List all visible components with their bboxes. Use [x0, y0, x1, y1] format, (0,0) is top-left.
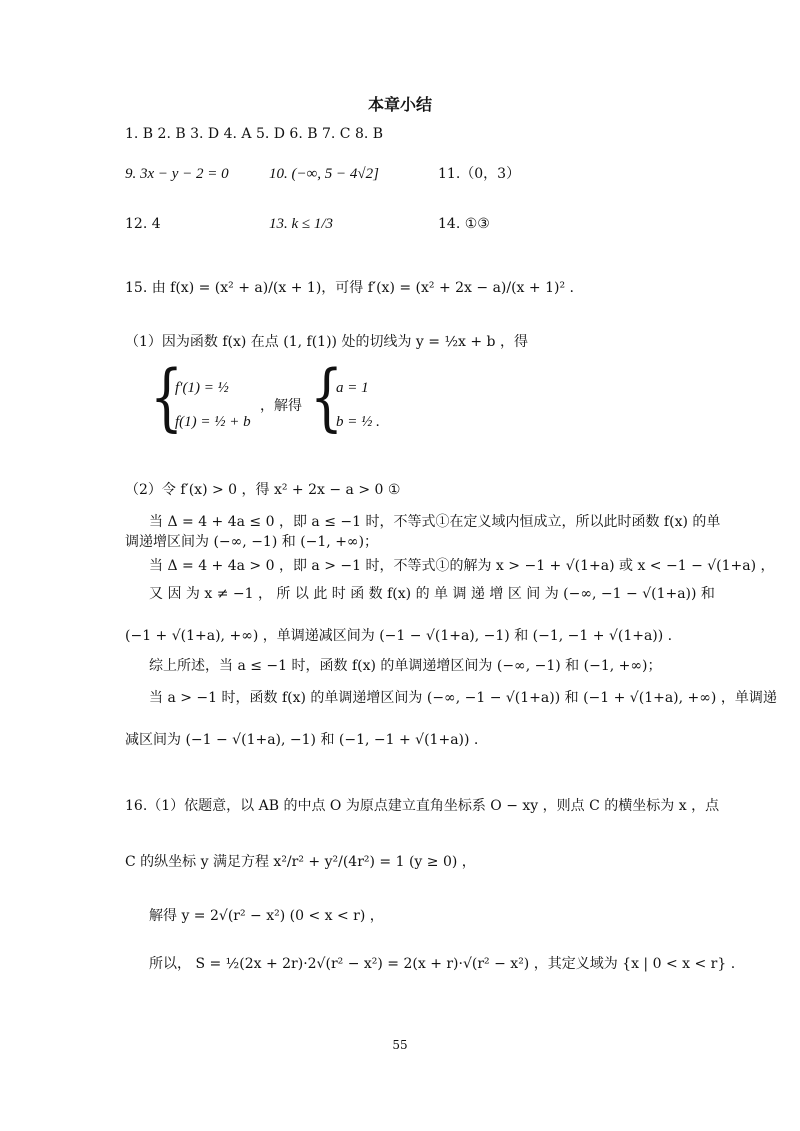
answer-14: 14. ①③ — [438, 216, 490, 232]
system-eq-1: f′(1) = ½ — [175, 380, 229, 396]
summary-line-3: 减区间为 (−1 − √(1+a), −1) 和 (−1, −1 + √(1+a)) . — [125, 732, 479, 748]
problem-16-line-4: 所以， S = ½(2x + 2r)·2√(r² − x²) = 2(x + r)·√(r² − x²) ，其定义域为 {x | 0 < x < r} . — [149, 956, 736, 972]
answers-1-8: 1. B 2. B 3. D 4. A 5. D 6. B 7. C 8. B — [125, 126, 384, 142]
problem-15-part2: （2）令 f′(x) > 0 ，得 x² + 2x − a > 0 ① — [125, 482, 401, 498]
solution-b: b = ½ . — [336, 414, 380, 430]
answer-13: 13. k ≤ 1/3 — [269, 216, 334, 232]
left-brace-icon: { — [150, 356, 184, 441]
system-eq-2: f(1) = ½ + b — [175, 414, 251, 430]
answer-12: 12. 4 — [125, 216, 161, 232]
solution-a: a = 1 — [336, 380, 369, 396]
problem-16-line-2: C 的纵坐标 y 满足方程 x²/r² + y²/(4r²) = 1 (y ≥ 0) ， — [125, 854, 476, 870]
case-1-line-2: 调递增区间为 (−∞, −1) 和 (−1, +∞)； — [125, 534, 379, 550]
summary-line-2: 当 a > −1 时，函数 f(x) 的单调递增区间为 (−∞, −1 − √(1+a)) 和 (−1 + √(1+a), +∞) ，单调递 — [149, 690, 777, 706]
problem-15-intro: 15. 由 f(x) = (x² + a)/(x + 1)，可得 f′(x) = (x² + 2x − a)/(x + 1)² . — [125, 280, 574, 296]
left-brace-icon: { — [310, 356, 344, 441]
problem-15-part1: （1）因为函数 f(x) 在点 (1, f(1)) 处的切线为 y = ½x + b ，得 — [125, 334, 528, 350]
case-2-line-2: 又 因 为 x ≠ −1 ， 所 以 此 时 函 数 f(x) 的 单 调 递 增 区 间 为 (−∞, −1 − √(1+a)) 和 — [149, 586, 715, 602]
page-number: 55 — [392, 1038, 408, 1052]
problem-16-line-3: 解得 y = 2√(r² − x²) (0 < x < r) ， — [149, 908, 384, 924]
case-2-line-1: 当 Δ = 4 + 4a > 0 ，即 a > −1 时，不等式①的解为 x > −1 + √(1+a) 或 x < −1 − √(1+a) ， — [149, 558, 775, 574]
problem-16-line-1: 16.（1）依题意，以 AB 的中点 O 为原点建立直角坐标系 O − xy ，则点 C 的横坐标为 x ，点 — [125, 798, 720, 814]
section-title: 本章小结 — [367, 95, 432, 114]
case-2-line-3: (−1 + √(1+a), +∞) ，单调递减区间为 (−1 − √(1+a), −1) 和 (−1, −1 + √(1+a)) . — [125, 628, 673, 644]
answer-11: 11.（0，3） — [438, 166, 521, 182]
summary-line-1: 综上所述，当 a ≤ −1 时，函数 f(x) 的单调递增区间为 (−∞, −1) 和 (−1, +∞)； — [149, 658, 662, 674]
solve-label: ，解得 — [260, 398, 302, 414]
case-1-line-1: 当 Δ = 4 + 4a ≤ 0 ，即 a ≤ −1 时，不等式①在定义域内恒成立，所以此时函数 f(x) 的单 — [149, 514, 721, 530]
answer-9: 9. 3x − y − 2 = 0 — [125, 166, 229, 182]
answer-10: 10. (−∞, 5 − 4√2] — [269, 166, 380, 182]
